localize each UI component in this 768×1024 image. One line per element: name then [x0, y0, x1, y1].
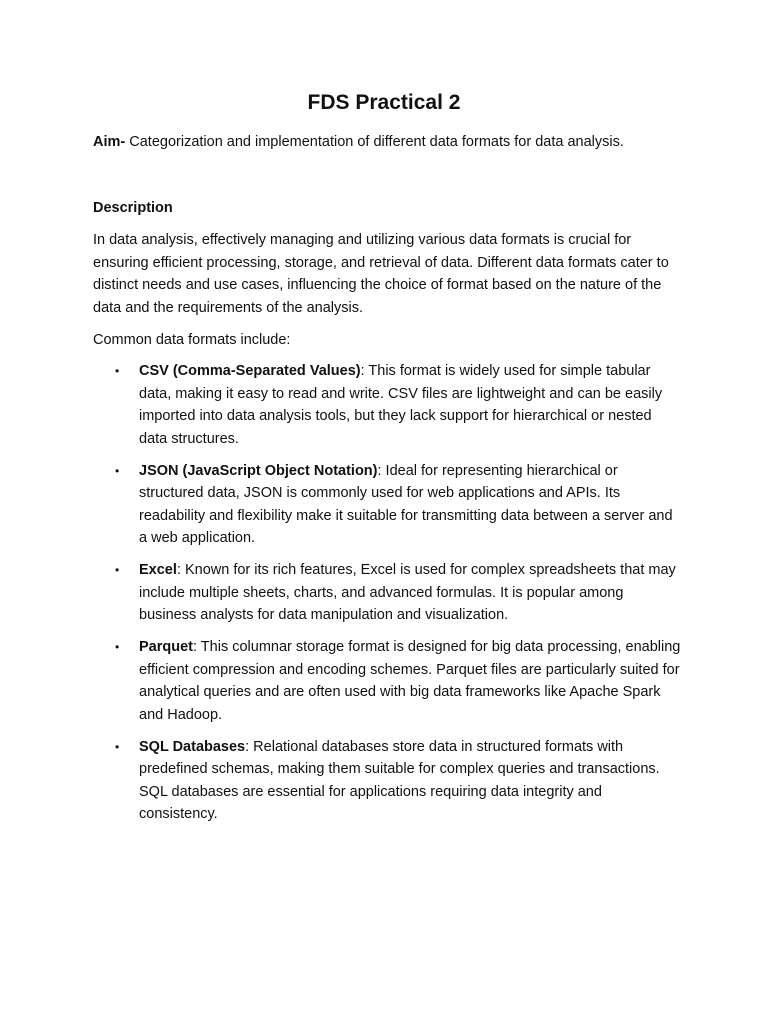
format-text: : Known for its rich features, Excel is used for complex spreadsheets that may include multiple sheets, charts, and advanced formulas. It is popular among business analysts for data manipulation and visualization. — [139, 562, 676, 623]
bullet-icon: • — [115, 640, 120, 654]
list-item-csv — [93, 360, 683, 450]
list-item-json — [93, 460, 683, 550]
bullet-icon: • — [115, 463, 120, 478]
list-item-parquet — [93, 636, 683, 726]
formats-list — [93, 360, 683, 835]
format-term: SQL Databases — [139, 738, 246, 755]
document-title: FDS Practical 2 — [307, 91, 461, 114]
format-term: JSON (JavaScript Object Notation) — [139, 462, 378, 479]
format-term: CSV (Comma-Separated Values) — [139, 363, 361, 379]
aim-statement — [93, 131, 693, 153]
format-text: : This columnar storage format is designed for big data processing, enabling efficient compression and encoding schemes. Parquet files are particularly suited for analytical queries and are often used with big data frameworks like Apache Spark and Hadoop. — [139, 639, 681, 723]
bullet-icon: • — [115, 364, 120, 378]
list-item-excel — [93, 559, 683, 627]
format-text: : Relational databases store data in structured formats with predefined schemas, making them suitable for complex queries and transactions. SQL databases are essential for applications requiring data integrity and consistency. — [139, 738, 660, 822]
description-heading: Description — [93, 200, 173, 216]
list-item-sql-databases — [93, 736, 683, 826]
aim-label: Aim- — [93, 134, 126, 150]
format-text: : Ideal for representing hierarchical or structured data, JSON is commonly used for web applications and APIs. Its readability and flexibility make it suitable for transmitting data between a server and a web application. — [139, 462, 673, 546]
description-paragraph: In data analysis, effectively managing and utilizing various data formats is crucial for ensuring efficient processing, storage, and retrieval of data. Different data formats cater to distinct needs and use cases, influencing the choice of format based on the nature of the data and the requirements of the analysis. — [93, 232, 669, 316]
bullet-icon: • — [115, 563, 120, 577]
aim-text: Categorization and implementation of different data formats for data analysis. — [125, 134, 624, 150]
format-term: Parquet — [139, 639, 193, 655]
format-term: Excel — [139, 562, 177, 578]
common-formats-intro: Common data formats include: — [93, 332, 291, 348]
format-text: : This format is widely used for simple tabular data, making it easy to read and write. CSV files are lightweight and can be easily imported into data analysis tools, but they lack support for hierarchical or nested data structures. — [139, 363, 663, 447]
bullet-icon: • — [115, 739, 120, 754]
